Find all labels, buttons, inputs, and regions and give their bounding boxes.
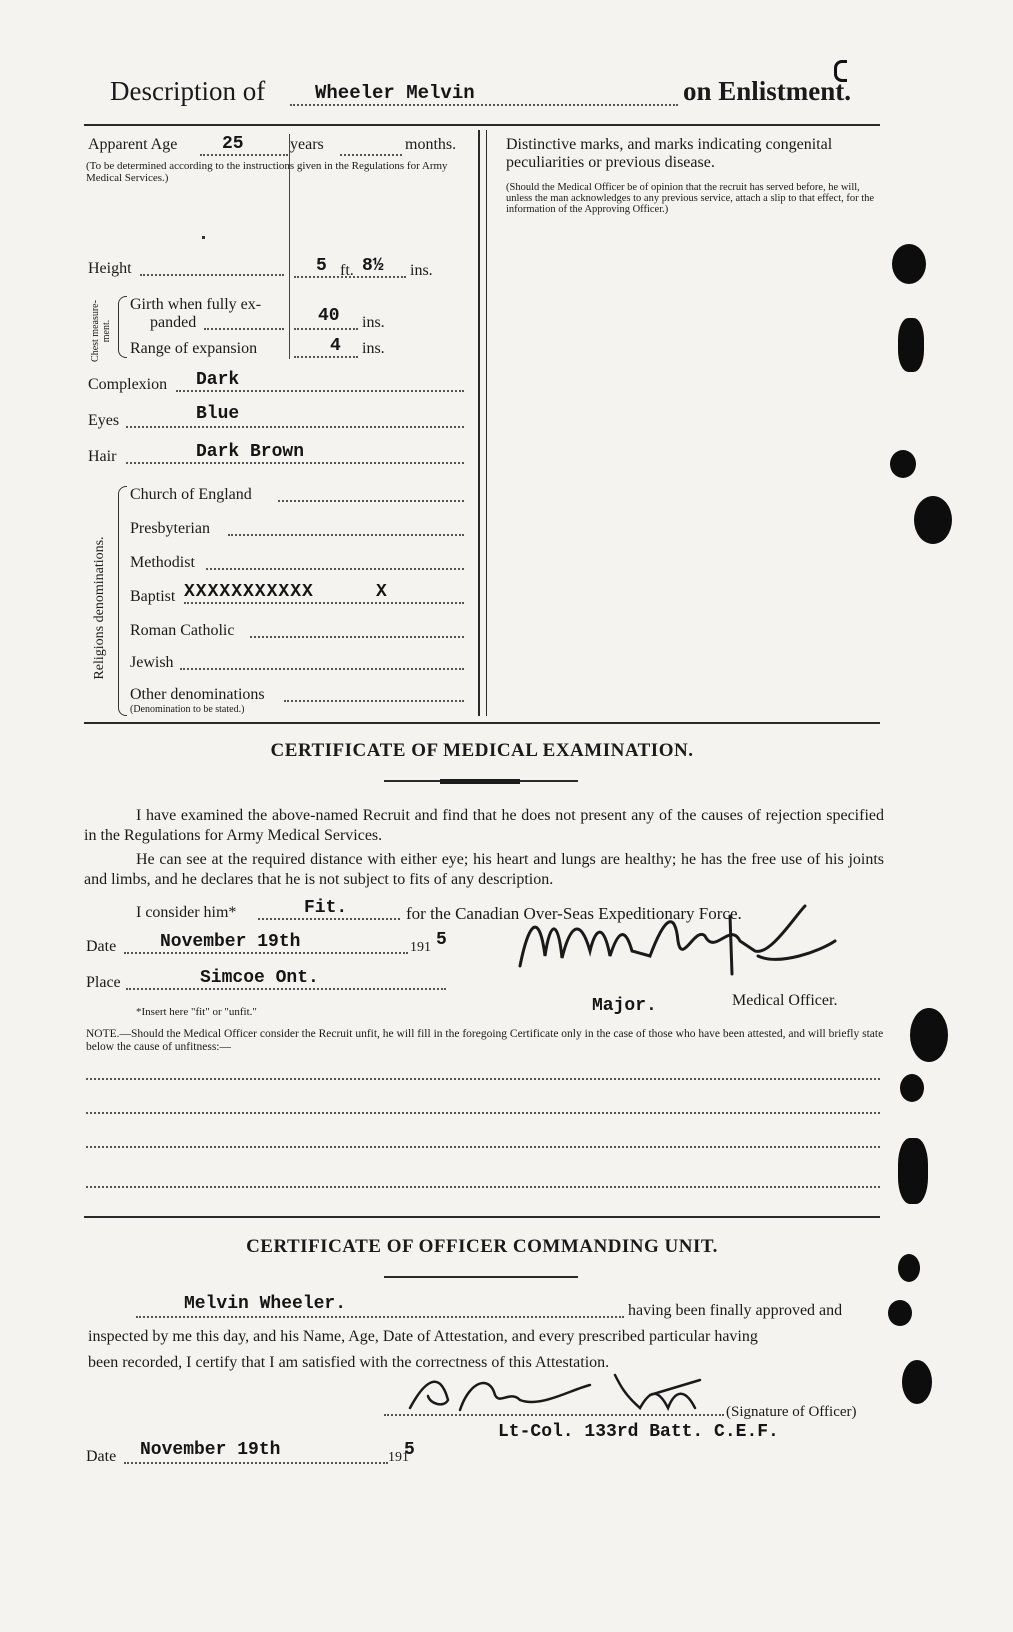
commanding-officer-title: Lt-Col. 133rd Batt. C.E.F. bbox=[498, 1422, 779, 1442]
unfit-line-4 bbox=[86, 1186, 880, 1188]
complexion-line bbox=[176, 390, 464, 392]
medical-year-prefix: 191 bbox=[410, 940, 431, 955]
girth-line bbox=[204, 328, 284, 330]
section-rule-2 bbox=[84, 1216, 880, 1218]
binding-hole bbox=[890, 450, 916, 478]
recruit-name-header: Wheeler Melvin bbox=[315, 82, 475, 104]
religion-baptist-strike: XXXXXXXXXXX bbox=[184, 582, 314, 602]
header-rule bbox=[84, 124, 880, 126]
signature-label: (Signature of Officer) bbox=[726, 1404, 857, 1420]
medical-date-label: Date bbox=[86, 938, 117, 955]
religion-presbyterian: Presbyterian bbox=[130, 520, 210, 537]
religion-rc: Roman Catholic bbox=[130, 622, 235, 639]
range-value: 4 bbox=[330, 336, 341, 356]
binding-hole bbox=[914, 496, 952, 544]
commanding-text-1: having been finally approved and bbox=[628, 1302, 843, 1319]
medical-cert-title: CERTIFICATE OF MEDICAL EXAMINATION. bbox=[270, 740, 694, 761]
unfit-line-2 bbox=[86, 1112, 880, 1114]
binding-hole bbox=[892, 244, 926, 284]
distinctive-marks-note: (Should the Medical Officer be of opinion that the recruit has served before, he will, unless the man acknowledges to any previous service, attach a slip to that effect, for the information of the Approving Officer.) bbox=[506, 182, 875, 215]
commanding-cert-title: CERTIFICATE OF OFFICER COMMANDING UNIT. bbox=[246, 1236, 718, 1257]
hair-value: Dark Brown bbox=[196, 442, 305, 462]
corner-mark bbox=[834, 60, 847, 82]
range-value-line bbox=[294, 356, 358, 358]
height-ins-label: ins. bbox=[410, 262, 433, 279]
religion-other: Other denominations bbox=[130, 686, 265, 703]
binding-hole bbox=[900, 1074, 924, 1102]
speck bbox=[202, 236, 205, 239]
commanding-year-prefix: 191 bbox=[388, 1450, 409, 1465]
religion-rc-line bbox=[250, 636, 464, 638]
range-label: Range of expansion bbox=[130, 340, 258, 357]
commanding-officer-signature bbox=[400, 1360, 730, 1420]
commanding-recruit-name: Melvin Wheeler. bbox=[184, 1294, 347, 1314]
complexion-label: Complexion bbox=[88, 376, 168, 393]
religion-other-line bbox=[284, 700, 464, 702]
height-ft-value: 5 bbox=[316, 256, 327, 276]
hair-label: Hair bbox=[88, 448, 117, 465]
commanding-date-label: Date bbox=[86, 1448, 117, 1465]
range-unit: ins. bbox=[362, 340, 385, 357]
column-divider bbox=[478, 130, 480, 716]
fit-line bbox=[258, 918, 400, 920]
eyes-label: Eyes bbox=[88, 412, 120, 429]
girth-value: 40 bbox=[318, 306, 340, 326]
girth-unit: ins. bbox=[362, 314, 385, 331]
unfit-note: NOTE.—Should the Medical Officer consider the Recruit unfit, he will fill in the foregoing Certificate only in the case of those who have been attested, and will briefly state below the cause of unfitness:— bbox=[86, 1028, 884, 1053]
medical-para-2: He can see at the required distance with either eye; his heart and lungs are healthy; he has the free use of his joints and limbs, and he declares that he is not subject to fits of any description. bbox=[84, 851, 884, 888]
height-label: Height bbox=[88, 260, 132, 277]
chest-side-label: Chest measure-ment. bbox=[90, 300, 112, 362]
unfit-line-1 bbox=[86, 1078, 880, 1080]
chest-brace bbox=[118, 296, 127, 358]
unfit-line-3 bbox=[86, 1146, 880, 1148]
years-label: years bbox=[290, 136, 324, 153]
medical-date-value: November 19th bbox=[160, 932, 301, 952]
place-label: Place bbox=[86, 974, 121, 991]
header-name-line bbox=[290, 104, 678, 106]
religion-baptist-mark: X bbox=[376, 582, 387, 602]
eyes-value: Blue bbox=[196, 404, 240, 424]
religion-baptist: Baptist bbox=[130, 588, 176, 605]
hair-line bbox=[126, 462, 464, 464]
height-in-value: 8½ bbox=[362, 256, 384, 276]
binding-hole bbox=[888, 1300, 912, 1326]
binding-hole bbox=[902, 1360, 932, 1404]
religion-jewish-line bbox=[180, 668, 464, 670]
girth-value-line bbox=[294, 328, 358, 330]
months-line bbox=[340, 154, 402, 156]
girth-label-1: Girth when fully ex- bbox=[130, 296, 262, 313]
religion-coe-line bbox=[278, 500, 464, 502]
binding-hole bbox=[898, 1138, 928, 1204]
medical-officer-rank: Major. bbox=[592, 996, 657, 1016]
description-of-label: Description of bbox=[110, 76, 266, 106]
signature-line bbox=[384, 1414, 724, 1416]
chest-side-label-box bbox=[88, 298, 114, 362]
consider-label: I consider him* bbox=[136, 904, 237, 921]
religion-methodist: Methodist bbox=[130, 554, 195, 571]
age-value: 25 bbox=[222, 134, 244, 154]
complexion-value: Dark bbox=[196, 370, 240, 390]
religion-methodist-line bbox=[206, 568, 464, 570]
place-line bbox=[126, 988, 446, 990]
fit-value: Fit. bbox=[304, 898, 348, 918]
months-label: months. bbox=[405, 136, 457, 153]
ft-label: ft. bbox=[340, 262, 354, 279]
place-value: Simcoe Ont. bbox=[200, 968, 319, 988]
binding-hole bbox=[910, 1008, 948, 1062]
commanding-text-3: been recorded, I certify that I am satisfied with the correctness of this Attestation. bbox=[88, 1354, 610, 1371]
girth-label-2: panded bbox=[150, 314, 197, 331]
binding-hole bbox=[898, 1254, 920, 1282]
medical-para-1: I have examined the above-named Recruit and find that he does not present any of the causes of rejection specified in the Regulations for Army Medical Services. bbox=[84, 807, 884, 844]
religion-coe: Church of England bbox=[130, 486, 252, 503]
commanding-text-2: inspected by me this day, and his Name, Age, Date of Attestation, and every prescribed particular having bbox=[88, 1328, 758, 1345]
commanding-year-digit: 5 bbox=[404, 1440, 415, 1460]
medical-year-digit: 5 bbox=[436, 930, 447, 950]
eyes-line bbox=[126, 426, 464, 428]
commanding-name-line bbox=[136, 1316, 624, 1318]
commanding-date-line bbox=[124, 1462, 388, 1464]
insert-note: *Insert here "fit" or "unfit." bbox=[136, 1006, 257, 1018]
binding-hole bbox=[898, 318, 924, 372]
religions-side-label: Religions denominations. bbox=[92, 536, 107, 680]
medical-title-rule-thick bbox=[440, 779, 520, 784]
commanding-date-value: November 19th bbox=[140, 1440, 281, 1460]
age-note: (To be determined according to the instructions given in the Regulations for Army Medical Services.) bbox=[86, 160, 448, 184]
section-rule-1 bbox=[84, 722, 880, 724]
medical-date-line bbox=[124, 952, 408, 954]
apparent-age-label: Apparent Age bbox=[88, 136, 178, 153]
distinctive-marks-heading: Distinctive marks, and marks indicating congenital peculiarities or previous disease. bbox=[506, 136, 833, 171]
religion-jewish: Jewish bbox=[130, 654, 174, 671]
column-divider-2 bbox=[486, 130, 487, 716]
religion-presbyterian-line bbox=[228, 534, 464, 536]
height-value-line bbox=[294, 276, 406, 278]
age-line bbox=[200, 154, 288, 156]
religions-side-label-box bbox=[80, 536, 120, 690]
for-the-force: for the Canadian Over-Seas Expeditionary Force. bbox=[406, 904, 742, 923]
height-line bbox=[140, 274, 284, 276]
religion-baptist-line bbox=[184, 602, 464, 604]
medical-officer-signature bbox=[500, 896, 840, 996]
medical-officer-label: Medical Officer. bbox=[732, 992, 838, 1009]
on-enlistment-label: on Enlistment. bbox=[683, 76, 852, 106]
religion-brace bbox=[118, 486, 127, 716]
commanding-title-rule bbox=[384, 1276, 578, 1278]
religion-other-note: (Denomination to be stated.) bbox=[130, 704, 245, 715]
